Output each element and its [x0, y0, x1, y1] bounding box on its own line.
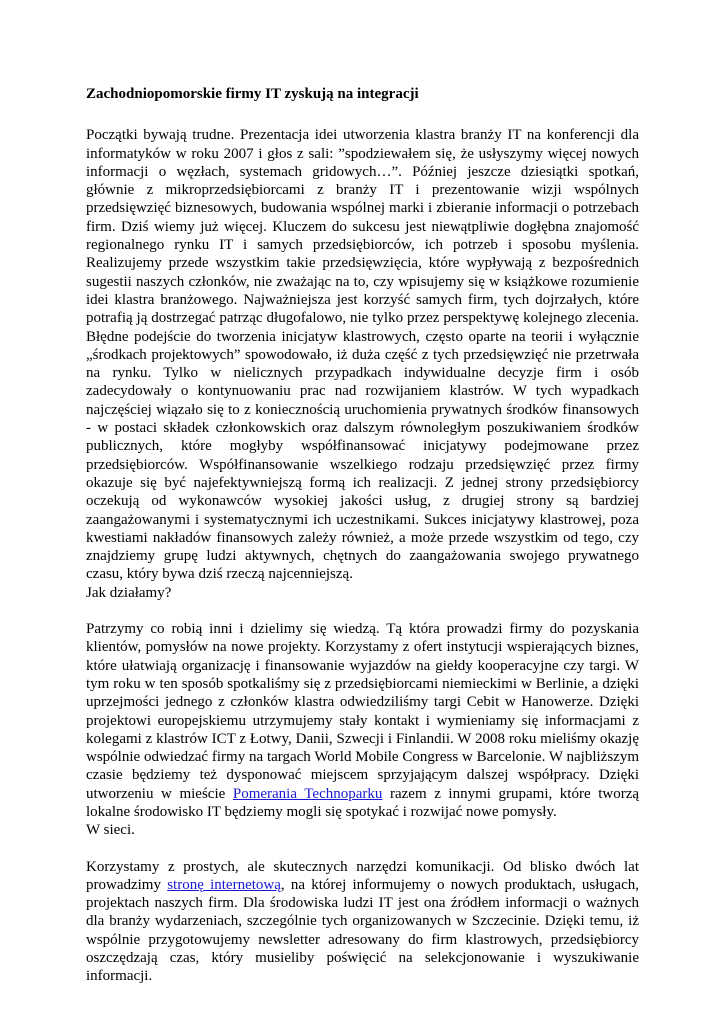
paragraph-how-we-work-text-before: Patrzymy co robią inni i dzielimy się wiedzą. Tą która prowadzi firmy do pozyskania klientów, pomysłów na nowe projekty. Korzystamy z ofert instytucji wspierających biznes, które ułatwiają organizację i finansowanie wyjazdów na giełdy kooperacyjne czy targi. W tym roku w ten sposób spotkaliśmy się z przedsiębiorcami niemieckimi w Berlinie, a dzięki uprzejmości jednego z członków klastra odwiedziliśmy targi Cebit w Hanowerze. Dzięki projektowi europejskiemu utrzymujemy stały kontakt i wymieniamy się informacjami z kolegami z klastrów ICT z Łotwy, Danii, Szwecji i Finlandii. W 2008 roku mieliśmy okazję wspólnie odwiedzać firmy na targach World Mobile Congress w Barcelonie. W najbliższym czasie będziemy też dysponować miejscem sprzyjającym dalszej współpracy. Dzięki utworzeniu w mieście: [86, 621, 639, 802]
paragraph-online: [86, 858, 639, 986]
document-body: [86, 85, 639, 986]
pomerania-technopark-link[interactable]: Pomerania Technoparku: [232, 785, 383, 802]
paragraph-online-text-after: , na której informujemy o nowych produktach, usługach, projektach naszych firm. Dla środowiska ludzi IT jest ona źródłem informacji o ważnych dla branży wydarzeniach, szczególnie tych organizowanych w Szczecinie. Dzięki temu, iż wspólnie przygotowujemy newsletter adresowany do firm klastrowych, przedsiębiorcy oszczędzają czas, który musieliby poświęcić na selekcjonowanie i wyszukiwanie informacji.: [86, 876, 639, 985]
document-title: Zachodniopomorskie firmy IT zyskują na integracji: [86, 86, 419, 102]
paragraph-how-we-work: [86, 620, 639, 821]
section-heading-online: W sieci.: [86, 822, 135, 839]
section-heading-how-we-work: Jak działamy?: [86, 584, 172, 601]
paragraph-how-we-work-text-after: razem z innymi grupami, które tworzą lokalne środowisko IT będziemy mogli się spotykać i rozwijać nowe pomysły.: [86, 785, 640, 820]
paragraph-online-text-before: Korzystamy z prostych, ale skutecznych narzędzi komunikacji. Od blisko dwóch lat prowadzimy: [86, 858, 639, 893]
website-link[interactable]: stronę internetową: [167, 876, 281, 893]
paragraph-intro: Początki bywają trudne. Prezentacja idei utworzenia klastra branży IT na konferencji dla informatyków w roku 2007 i głos z sali: ”spodziewałem się, że usłyszymy więcej nowych informacji o węzłach, systemach gridowych…”. Później jeszcze dziesiątki spotkań, głównie z mikroprzedsiębiorcami z branży IT i prezentowanie wizji wspólnych przedsięwzięć biznesowych, budowania wspólnej marki i zbieranie informacji o potrzebach firm. Dziś wiemy już więcej. Kluczem do sukcesu jest niewątpliwie dogłębna znajomość regionalnego rynku IT i samych przedsiębiorców, ich potrzeb i sposobu myślenia. Realizujemy przede wszystkim takie przedsięwzięcia, które wypływają z bezpośrednich sugestii naszych członków, nie zważając na to, czy wpisujemy się w książkowe rozumienie idei klastra branżowego. Najważniejsza jest korzyść samych firm, tych dojrzałych, które potrafią ją dostrzegać patrząc długofalowo, nie tylko przez perspektywę kolejnego zlecenia. Błędne podejście do tworzenia inicjatyw klastrowych, często oparte na teorii i wyłącznie „środkach projektowych” spowodowało, iż duża część z tych przedsięwzięć nie przetrwała na rynku. Tylko w nielicznych przypadkach indywidualne decyzje firm i osób zadecydowały o kontynuowaniu prac nad rozwijaniem klastrów. W tych wypadkach najczęściej wiązało się to z koniecznością uruchomienia prywatnych środków finansowych - w postaci składek członkowskich oraz dalszym równoległym poszukiwaniem środków publicznych, które mogłyby współfinansować inicjatywy podejmowane przez przedsiębiorców. Współfinansowanie wszelkiego rodzaju przedsięwzięć przez firmy okazuje się być najefektywniejszą formą ich realizacji. Z jednej strony przedsiębiorcy oczekują od wykonawców wysokiej jakości usług, z drugiej strony są bardziej zaangażowanymi i systematycznymi ich uczestnikami. Sukces inicjatywy klastrowej, poza kwestiami nakładów finansowych zależy również, a może przede wszystkim od tego, czy znajdziemy grupę ludzi aktywnych, chętnych do zaangażowania swojego prywatnego czasu, który bywa dziś rzeczą najcenniejszą.: [86, 127, 639, 583]
